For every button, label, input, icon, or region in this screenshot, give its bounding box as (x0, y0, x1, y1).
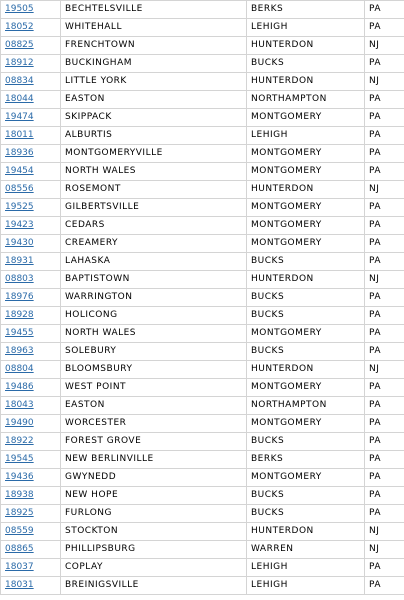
zip-cell (1, 217, 61, 235)
zip-code-link[interactable]: 08559 (5, 526, 34, 536)
zip-code-link[interactable]: 19455 (5, 328, 34, 338)
state-cell: PA (365, 145, 404, 163)
zip-code-link[interactable]: 18925 (5, 508, 34, 518)
county-cell: BUCKS (247, 343, 365, 361)
zip-code-link[interactable]: 18052 (5, 22, 34, 32)
county-cell: BERKS (247, 451, 365, 469)
state-cell: PA (365, 451, 404, 469)
zip-cell (1, 109, 61, 127)
zip-cell (1, 127, 61, 145)
zip-cell (1, 37, 61, 55)
table-row (1, 235, 404, 253)
zip-cell (1, 271, 61, 289)
city-cell: BUCKINGHAM (61, 55, 247, 73)
state-cell: PA (365, 199, 404, 217)
county-cell: MONTGOMERY (247, 145, 365, 163)
county-cell: LEHIGH (247, 127, 365, 145)
zip-cell (1, 361, 61, 379)
zip-code-link[interactable]: 18922 (5, 436, 34, 446)
county-cell: BUCKS (247, 55, 365, 73)
city-cell: CEDARS (61, 217, 247, 235)
zip-cell (1, 379, 61, 397)
city-cell: MONTGOMERYVILLE (61, 145, 247, 163)
state-cell: PA (365, 343, 404, 361)
city-cell: STOCKTON (61, 523, 247, 541)
zip-code-link[interactable]: 19454 (5, 166, 34, 176)
city-cell: CREAMERY (61, 235, 247, 253)
zip-code-link[interactable]: 08825 (5, 40, 34, 50)
table-row (1, 379, 404, 397)
table-row (1, 163, 404, 181)
state-cell: PA (365, 235, 404, 253)
table-row (1, 523, 404, 541)
city-cell: BAPTISTOWN (61, 271, 247, 289)
state-cell: NJ (365, 73, 404, 91)
zip-code-link[interactable]: 19486 (5, 382, 34, 392)
state-cell: PA (365, 469, 404, 487)
state-cell: NJ (365, 37, 404, 55)
state-cell: PA (365, 55, 404, 73)
county-cell: LEHIGH (247, 559, 365, 577)
zip-code-link[interactable]: 19525 (5, 202, 34, 212)
city-cell: BECHTELSVILLE (61, 1, 247, 19)
table-row (1, 217, 404, 235)
table-row (1, 253, 404, 271)
zip-cell (1, 469, 61, 487)
table-row (1, 433, 404, 451)
county-cell: HUNTERDON (247, 271, 365, 289)
city-cell: NORTH WALES (61, 163, 247, 181)
city-cell: ALBURTIS (61, 127, 247, 145)
table-row (1, 451, 404, 469)
table-row (1, 559, 404, 577)
table-row (1, 361, 404, 379)
table-row (1, 289, 404, 307)
city-cell: PHILLIPSBURG (61, 541, 247, 559)
table-row (1, 343, 404, 361)
state-cell: NJ (365, 361, 404, 379)
zip-code-link[interactable]: 18044 (5, 94, 34, 104)
state-cell: PA (365, 19, 404, 37)
zip-code-link[interactable]: 19474 (5, 112, 34, 122)
zip-cell (1, 325, 61, 343)
zip-code-link[interactable]: 18936 (5, 148, 34, 158)
zip-cell (1, 433, 61, 451)
city-cell: FURLONG (61, 505, 247, 523)
table-row (1, 505, 404, 523)
city-cell: SKIPPACK (61, 109, 247, 127)
zip-code-link[interactable]: 19430 (5, 238, 34, 248)
county-cell: BUCKS (247, 505, 365, 523)
state-cell: PA (365, 91, 404, 109)
zip-code-link[interactable]: 19490 (5, 418, 34, 428)
county-cell: NORTHAMPTON (247, 91, 365, 109)
state-cell: PA (365, 505, 404, 523)
county-cell: BUCKS (247, 289, 365, 307)
state-cell: PA (365, 253, 404, 271)
table-row (1, 55, 404, 73)
county-cell: BERKS (247, 1, 365, 19)
city-cell: BLOOMSBURY (61, 361, 247, 379)
zip-cell (1, 19, 61, 37)
table-row (1, 199, 404, 217)
table-row (1, 271, 404, 289)
zip-cell (1, 235, 61, 253)
zip-code-link[interactable]: 18031 (5, 580, 34, 590)
zip-cell (1, 541, 61, 559)
table-row (1, 325, 404, 343)
county-cell: MONTGOMERY (247, 235, 365, 253)
zip-code-link[interactable]: 18938 (5, 490, 34, 500)
zip-cell (1, 163, 61, 181)
city-cell: GWYNEDD (61, 469, 247, 487)
state-cell: PA (365, 325, 404, 343)
table-row (1, 145, 404, 163)
county-cell: LEHIGH (247, 577, 365, 595)
county-cell: MONTGOMERY (247, 199, 365, 217)
table-row (1, 469, 404, 487)
county-cell: MONTGOMERY (247, 163, 365, 181)
county-cell: HUNTERDON (247, 361, 365, 379)
city-cell: EASTON (61, 397, 247, 415)
city-cell: ROSEMONT (61, 181, 247, 199)
zip-cell (1, 307, 61, 325)
zip-cell (1, 289, 61, 307)
city-cell: WORCESTER (61, 415, 247, 433)
zip-code-link[interactable]: 08834 (5, 76, 34, 86)
zip-code-link[interactable]: 18928 (5, 310, 34, 320)
zip-code-link[interactable]: 08804 (5, 364, 34, 374)
zip-code-link[interactable]: 19545 (5, 454, 34, 464)
county-cell: MONTGOMERY (247, 325, 365, 343)
table-row (1, 541, 404, 559)
county-cell: NORTHAMPTON (247, 397, 365, 415)
table-row (1, 397, 404, 415)
state-cell: PA (365, 559, 404, 577)
zip-cell (1, 415, 61, 433)
table-row (1, 487, 404, 505)
zip-cell (1, 199, 61, 217)
table-row (1, 181, 404, 199)
zip-code-link[interactable]: 18976 (5, 292, 34, 302)
zip-cell (1, 451, 61, 469)
county-cell: HUNTERDON (247, 37, 365, 55)
city-cell: BREINIGSVILLE (61, 577, 247, 595)
zip-cell (1, 577, 61, 595)
state-cell: PA (365, 163, 404, 181)
county-cell: LEHIGH (247, 19, 365, 37)
table-row (1, 37, 404, 55)
zip-code-link[interactable]: 19423 (5, 220, 34, 230)
zip-cell (1, 145, 61, 163)
city-cell: NEW HOPE (61, 487, 247, 505)
state-cell: NJ (365, 523, 404, 541)
county-cell: HUNTERDON (247, 523, 365, 541)
city-cell: FOREST GROVE (61, 433, 247, 451)
table-row (1, 415, 404, 433)
state-cell: PA (365, 109, 404, 127)
state-cell: NJ (365, 271, 404, 289)
city-cell: NORTH WALES (61, 325, 247, 343)
state-cell: PA (365, 487, 404, 505)
county-cell: BUCKS (247, 253, 365, 271)
table-row (1, 109, 404, 127)
city-cell: LAHASKA (61, 253, 247, 271)
city-cell: WARRINGTON (61, 289, 247, 307)
county-cell: BUCKS (247, 307, 365, 325)
state-cell: NJ (365, 541, 404, 559)
table-row (1, 91, 404, 109)
city-cell: FRENCHTOWN (61, 37, 247, 55)
table-row (1, 19, 404, 37)
zip-cell (1, 343, 61, 361)
state-cell: PA (365, 415, 404, 433)
state-cell: PA (365, 1, 404, 19)
table-row (1, 577, 404, 595)
zip-code-table-body (1, 1, 404, 595)
city-cell: WHITEHALL (61, 19, 247, 37)
table-row (1, 127, 404, 145)
state-cell: PA (365, 127, 404, 145)
state-cell: PA (365, 217, 404, 235)
county-cell: HUNTERDON (247, 181, 365, 199)
state-cell: PA (365, 397, 404, 415)
county-cell: MONTGOMERY (247, 379, 365, 397)
zip-cell (1, 523, 61, 541)
city-cell: EASTON (61, 91, 247, 109)
zip-code-link[interactable]: 08556 (5, 184, 34, 194)
city-cell: HOLICONG (61, 307, 247, 325)
city-cell: WEST POINT (61, 379, 247, 397)
zip-code-link[interactable]: 19505 (5, 4, 34, 14)
zip-code-link[interactable]: 18011 (5, 130, 34, 140)
city-cell: COPLAY (61, 559, 247, 577)
zip-cell (1, 181, 61, 199)
zip-cell (1, 55, 61, 73)
state-cell: PA (365, 577, 404, 595)
state-cell: PA (365, 289, 404, 307)
county-cell: BUCKS (247, 433, 365, 451)
zip-cell (1, 559, 61, 577)
county-cell: MONTGOMERY (247, 109, 365, 127)
county-cell: HUNTERDON (247, 73, 365, 91)
zip-cell (1, 91, 61, 109)
zip-code-link[interactable]: 08865 (5, 544, 34, 554)
county-cell: WARREN (247, 541, 365, 559)
state-cell: PA (365, 433, 404, 451)
state-cell: PA (365, 379, 404, 397)
city-cell: GILBERTSVILLE (61, 199, 247, 217)
table-row (1, 73, 404, 91)
zip-cell (1, 487, 61, 505)
table-row (1, 307, 404, 325)
zip-cell (1, 1, 61, 19)
city-cell: LITTLE YORK (61, 73, 247, 91)
table-row (1, 1, 404, 19)
zip-cell (1, 397, 61, 415)
county-cell: BUCKS (247, 487, 365, 505)
county-cell: MONTGOMERY (247, 469, 365, 487)
zip-code-link[interactable]: 18043 (5, 400, 34, 410)
zip-code-link[interactable]: 18963 (5, 346, 34, 356)
state-cell: PA (365, 307, 404, 325)
zip-cell (1, 73, 61, 91)
zip-code-link[interactable]: 08803 (5, 274, 34, 284)
zip-cell (1, 505, 61, 523)
zip-cell (1, 253, 61, 271)
zip-code-link[interactable]: 18931 (5, 256, 34, 266)
county-cell: MONTGOMERY (247, 415, 365, 433)
zip-code-link[interactable]: 18037 (5, 562, 34, 572)
county-cell: MONTGOMERY (247, 217, 365, 235)
zip-code-link[interactable]: 18912 (5, 58, 34, 68)
state-cell: NJ (365, 181, 404, 199)
city-cell: NEW BERLINVILLE (61, 451, 247, 469)
city-cell: SOLEBURY (61, 343, 247, 361)
zip-code-link[interactable]: 19436 (5, 472, 34, 482)
